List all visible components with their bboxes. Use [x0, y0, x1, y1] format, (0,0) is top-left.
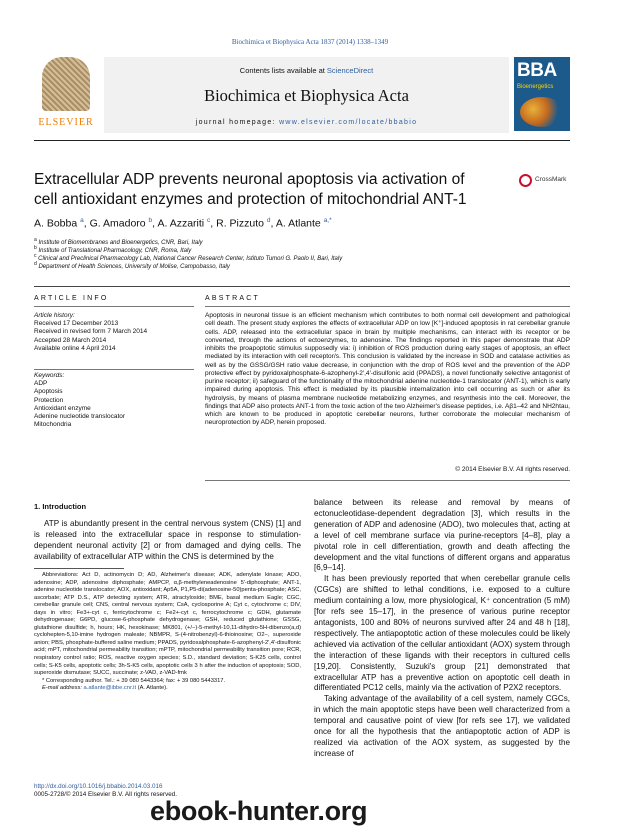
affiliation-marker: b [34, 245, 37, 251]
elsevier-logo [34, 57, 98, 131]
affiliation [34, 261, 230, 270]
history-item: Accepted 28 March 2014 [34, 336, 107, 344]
section-rule [34, 286, 570, 287]
keyword: ADP [34, 380, 48, 388]
doi-link[interactable]: http://dx.doi.org/10.1016/j.bbabio.2014.03.016 [34, 783, 163, 790]
author-name: A. Azzariti [157, 217, 205, 230]
watermark: ebook-hunter.org [150, 796, 368, 826]
keyword: Mitochondria [34, 421, 72, 429]
journal-cover[interactable] [514, 57, 570, 131]
journal-title: Biochimica et Biophysica Acta [204, 86, 409, 105]
right-column [314, 498, 570, 760]
abbreviations: Abbreviations: Act D, actinomycin D; AD, Alzheimer's disease; ADK, adenylate kinase; ADO, adenosine; ADP, adenosine diphosphate; AMPCP, α,β-methyleneadenosine 5′-diphosphate; ANT-1, adenine nucleotide translocator; AOX, antioxidant; Ap5A, P1,P5-di(adenosine-50)penta-phosphate; ASC, ascorbate; ATP D.S., ATP detecting system; ATR, atractyloside; BME, basal medium Eagle; CGC, cerebellar granule cell; CNS, central nervous system; CsA, cyclosporine A; Cyt c, cytochrome c; DIV, days in vitro; Fe3+-cyt c, ferricytochrome c; Fe2+-cyt c, ferrocytochrome c; GDH, glutamate dehydrogenase; G6PD, glucose-6-phosphate dehydrogenase; GSH, reduced glutathione; GSSG, glutathione disulfide; h, hours; HK, hexokinase; MK801, (+/−)-5-methyl-10,11-dihydro-5H-dibenzo(a,d) cyclohepten-5,10-imine hydrogen maleate; NBMPR, S-(4-nitrobenzyl)-6-thioinosine; O2−, superoxide anion; PBS, phosphate-buffered saline medium; PPADS, pyridoxalphosphate-6-azophenyl-2′,4′-disulfonic acid; mPT, mitochondrial permeability transition; mPTP, mitochondrial permeability transition pore; RCR, respiratory control ratio; ROS, reactive oxygen species; S.D., standard deviation; S-K25 cells, control cells; S-K5 cells, apoptotic cells; 3h-S-K5 cells, apoptotic cells 3 h after the induction of apoptosis; SOD, superoxide dismutase; SUCC, succinate; z-VAD, z-VAD-fmk [34, 572, 301, 677]
affiliation-text: Clinical and Preclinical Pharmacology Lab, National Cancer Research Center, Istituto Tumori G. Paolo II, Bari, Italy [38, 256, 343, 262]
affiliation-text: Institute of Translational Pharmacology, CNR, Roma, Italy [38, 248, 192, 254]
homepage-link[interactable]: www.elsevier.com/locate/bbabio [279, 119, 418, 126]
abstract-rule [205, 306, 570, 307]
section-heading-introduction: 1. Introduction [34, 502, 87, 511]
author-name: G. Amadoro [89, 217, 146, 230]
email-line [34, 685, 301, 693]
corresponding-author: * Corresponding author. Tel.: + 39 080 5443364; fax: + 39 080 5443317. [42, 677, 226, 684]
history-item: Received in revised form 7 March 2014 [34, 328, 148, 336]
affiliation-marker: c [34, 253, 37, 259]
header-rule [34, 140, 570, 141]
introduction-paragraph: ATP is abundantly present in the central nervous system (CNS) [1] and is released into the extracellular space in response to stimulation-dependent neuronal activity [2] or from damaged and dying cells. The availability of extracellular ATP within the CNS is determined by the [34, 519, 301, 561]
affiliation-marker: a [34, 237, 37, 243]
abstract-heading: ABSTRACT [205, 295, 260, 302]
abstract-bottom-rule [205, 480, 570, 481]
keyword: Antioxidant enzyme [34, 404, 91, 412]
homepage-prefix: journal homepage: [195, 119, 280, 126]
paper-title: Extracellular ADP prevents neuronal apoptosis via activation of cell antioxidant enzymes and protection of mitochondrial ANT-1 [34, 171, 467, 208]
affiliation-text: Institute of Biomembranes and Bioenergetics, CNR, Bari, Italy [38, 240, 203, 246]
keyword: Apoptosis [34, 388, 63, 396]
abstract-text: Apoptosis in neuronal tissue is an efficient mechanism which contributes to both normal cell development and pathological cell death. The present study explores the effects of extracellular ADP on low [K⁺]-induced apoptosis in rat cerebellar granule cells. ADP, released into the extracellular space in brain by multiple mechanisms, can interact with its receptor or be converted, through the actions of ectoenzymes, to adenosine. The findings reported in this paper demonstrate that ADP inhibits the proapoptotic stimulus supposedly via: i) inhibition of ROS production during early stages of apoptosis, an effect mediated by its interaction with cell receptor/s. This conclusion is validated by the increase in SOD and catalase activities as well as by the GSSG/GSH ratio value decrease, in conjunction with the drop of ROS level and the prevention of the ADP protective effect by pyridoxalphosphate-6-azophenyl-2′,4′-disulfonic acid (PPADS), a novel functionally selective antagonist of purine receptor; ii) safeguard of the functionality of the mitochondrial adenine nucleotide-1 translocator (ANT-1), which is early impaired during apoptosis. This effect is mediated by its plausible internalization into cell occurring as such or after its hydrolysis, by means of plasma membrane nucleotide metabolizing enzymes, and resynthesis into the cell. Moreover, the findings that ADP also protects ANT-1 from the toxic action of the two Alzheimer's disease peptides, i.e. Aβ1–42 and NH2htau, which are known to be produced in apoptotic cerebellar neurons, further corroborate the molecular mechanism of neuroprotection by ADP, herein proposed. [205, 312, 570, 427]
cover-art-icon [520, 97, 564, 127]
body-paragraph: Taking advantage of the availability of a cell system, namely CGCs, in which the main apoptotic steps have been well characterized from a temporal and causative point of view [for refs see 17], we validated once for all the hypothesis that the antiapoptotic action of ADP is realized via activation of the AOX system, as suggested by the increase of [314, 694, 570, 758]
journal-citation-line[interactable]: Biochimica et Biophysica Acta 1837 (2014) 1338–1349 [231, 38, 389, 46]
homepage-line [104, 119, 509, 126]
info-separator [34, 369, 194, 370]
article-history [34, 312, 194, 353]
contents-line [104, 66, 509, 75]
email-suffix: (A. Atlante). [136, 685, 168, 692]
author-name: A. Bobba [34, 217, 78, 230]
crossmark-label: CrossMark [535, 176, 567, 183]
footnotes [34, 572, 301, 693]
crossmark-icon [519, 174, 532, 187]
keywords-label: Keywords: [34, 372, 65, 379]
affiliation-text: Department of Health Sciences, University of Molise, Campobasso, Italy [38, 264, 230, 270]
affiliation-marker: d [34, 261, 37, 267]
article-info-heading: ARTICLE INFO [34, 295, 109, 302]
email-label: E-mail address: [42, 685, 84, 692]
author-affiliation-ref[interactable]: c [207, 217, 211, 224]
sciencedirect-link[interactable]: ScienceDirect [326, 66, 374, 75]
cover-subtitle: Bioenergetics [517, 84, 554, 90]
elsevier-tree-icon [42, 57, 90, 111]
cover-title: BBA [517, 60, 557, 81]
author-name: R. Pizzuto [216, 217, 264, 230]
issn-line: 0005-2728/© 2014 Elsevier B.V. All rights reserved. [34, 791, 178, 798]
history-label: Article history: [34, 312, 75, 319]
info-rule [34, 306, 194, 307]
body-paragraph: It has been previously reported that when cerebellar granule cells (CGCs) are shifted to lethal conditions, i.e. exposed to a culture medium containing a low, more physiological, K⁺ concentration (5 mM) [for refs see 15–17], in the presence of various purine receptor antagonists, 100 and 80% of neurons survived after 24 and 48 h [18], respectively. The antiapoptotic action of these molecules could be likely achieved via activation of the cellular antioxidant (AOX) system through the interaction of these ligands with their receptors in cultured cells [19,20]. Consistently, Suzuki's group [21] demonstrated that extracellular ATP has a preventive action on apoptotic cell death in differentiated PC12 cells, mainly via the activation of P2X2 receptors. [314, 574, 570, 693]
footnote-rule [34, 568, 124, 569]
email-link[interactable]: a.atlante@ibbe.cnr.it [83, 685, 137, 692]
keyword: Adenine nucleotide translocator [34, 413, 126, 421]
elsevier-wordmark: ELSEVIER [38, 117, 94, 128]
author-affiliation-ref[interactable]: a [80, 217, 84, 224]
history-item: Received 17 December 2013 [34, 320, 119, 328]
history-item: Available online 4 April 2014 [34, 344, 116, 352]
author-affiliation-ref[interactable]: d [266, 217, 271, 224]
author-name: A. Atlante [275, 217, 321, 230]
keyword: Protection [34, 396, 64, 404]
body-paragraph: balance between its release and removal by means of ectonucleotidase-dependent degradation [3], which results in the generation of ADP and adenosine (ADO), two molecules that, acting at a level of cell membrane surface via purine-receptors [4–8], play a pivotal role in cell differentiation, growth and death affecting the development and the vital functions of different organs and apparatus [6,9–14]. [314, 498, 570, 573]
copyright: © 2014 Elsevier B.V. All rights reserved. [455, 466, 570, 473]
keywords [34, 372, 194, 429]
author-list: A. Bobba $^a$, G. Amadoro $^b$, A. Azzariti $^c$, R. Pizzuto $^d$, A. Atlante $^{a,*}$ [34, 217, 332, 230]
author-affiliation-ref[interactable]: a,* [323, 217, 332, 224]
author-affiliation-ref[interactable]: b [148, 217, 153, 224]
contents-prefix: Contents lists available at [239, 66, 327, 75]
